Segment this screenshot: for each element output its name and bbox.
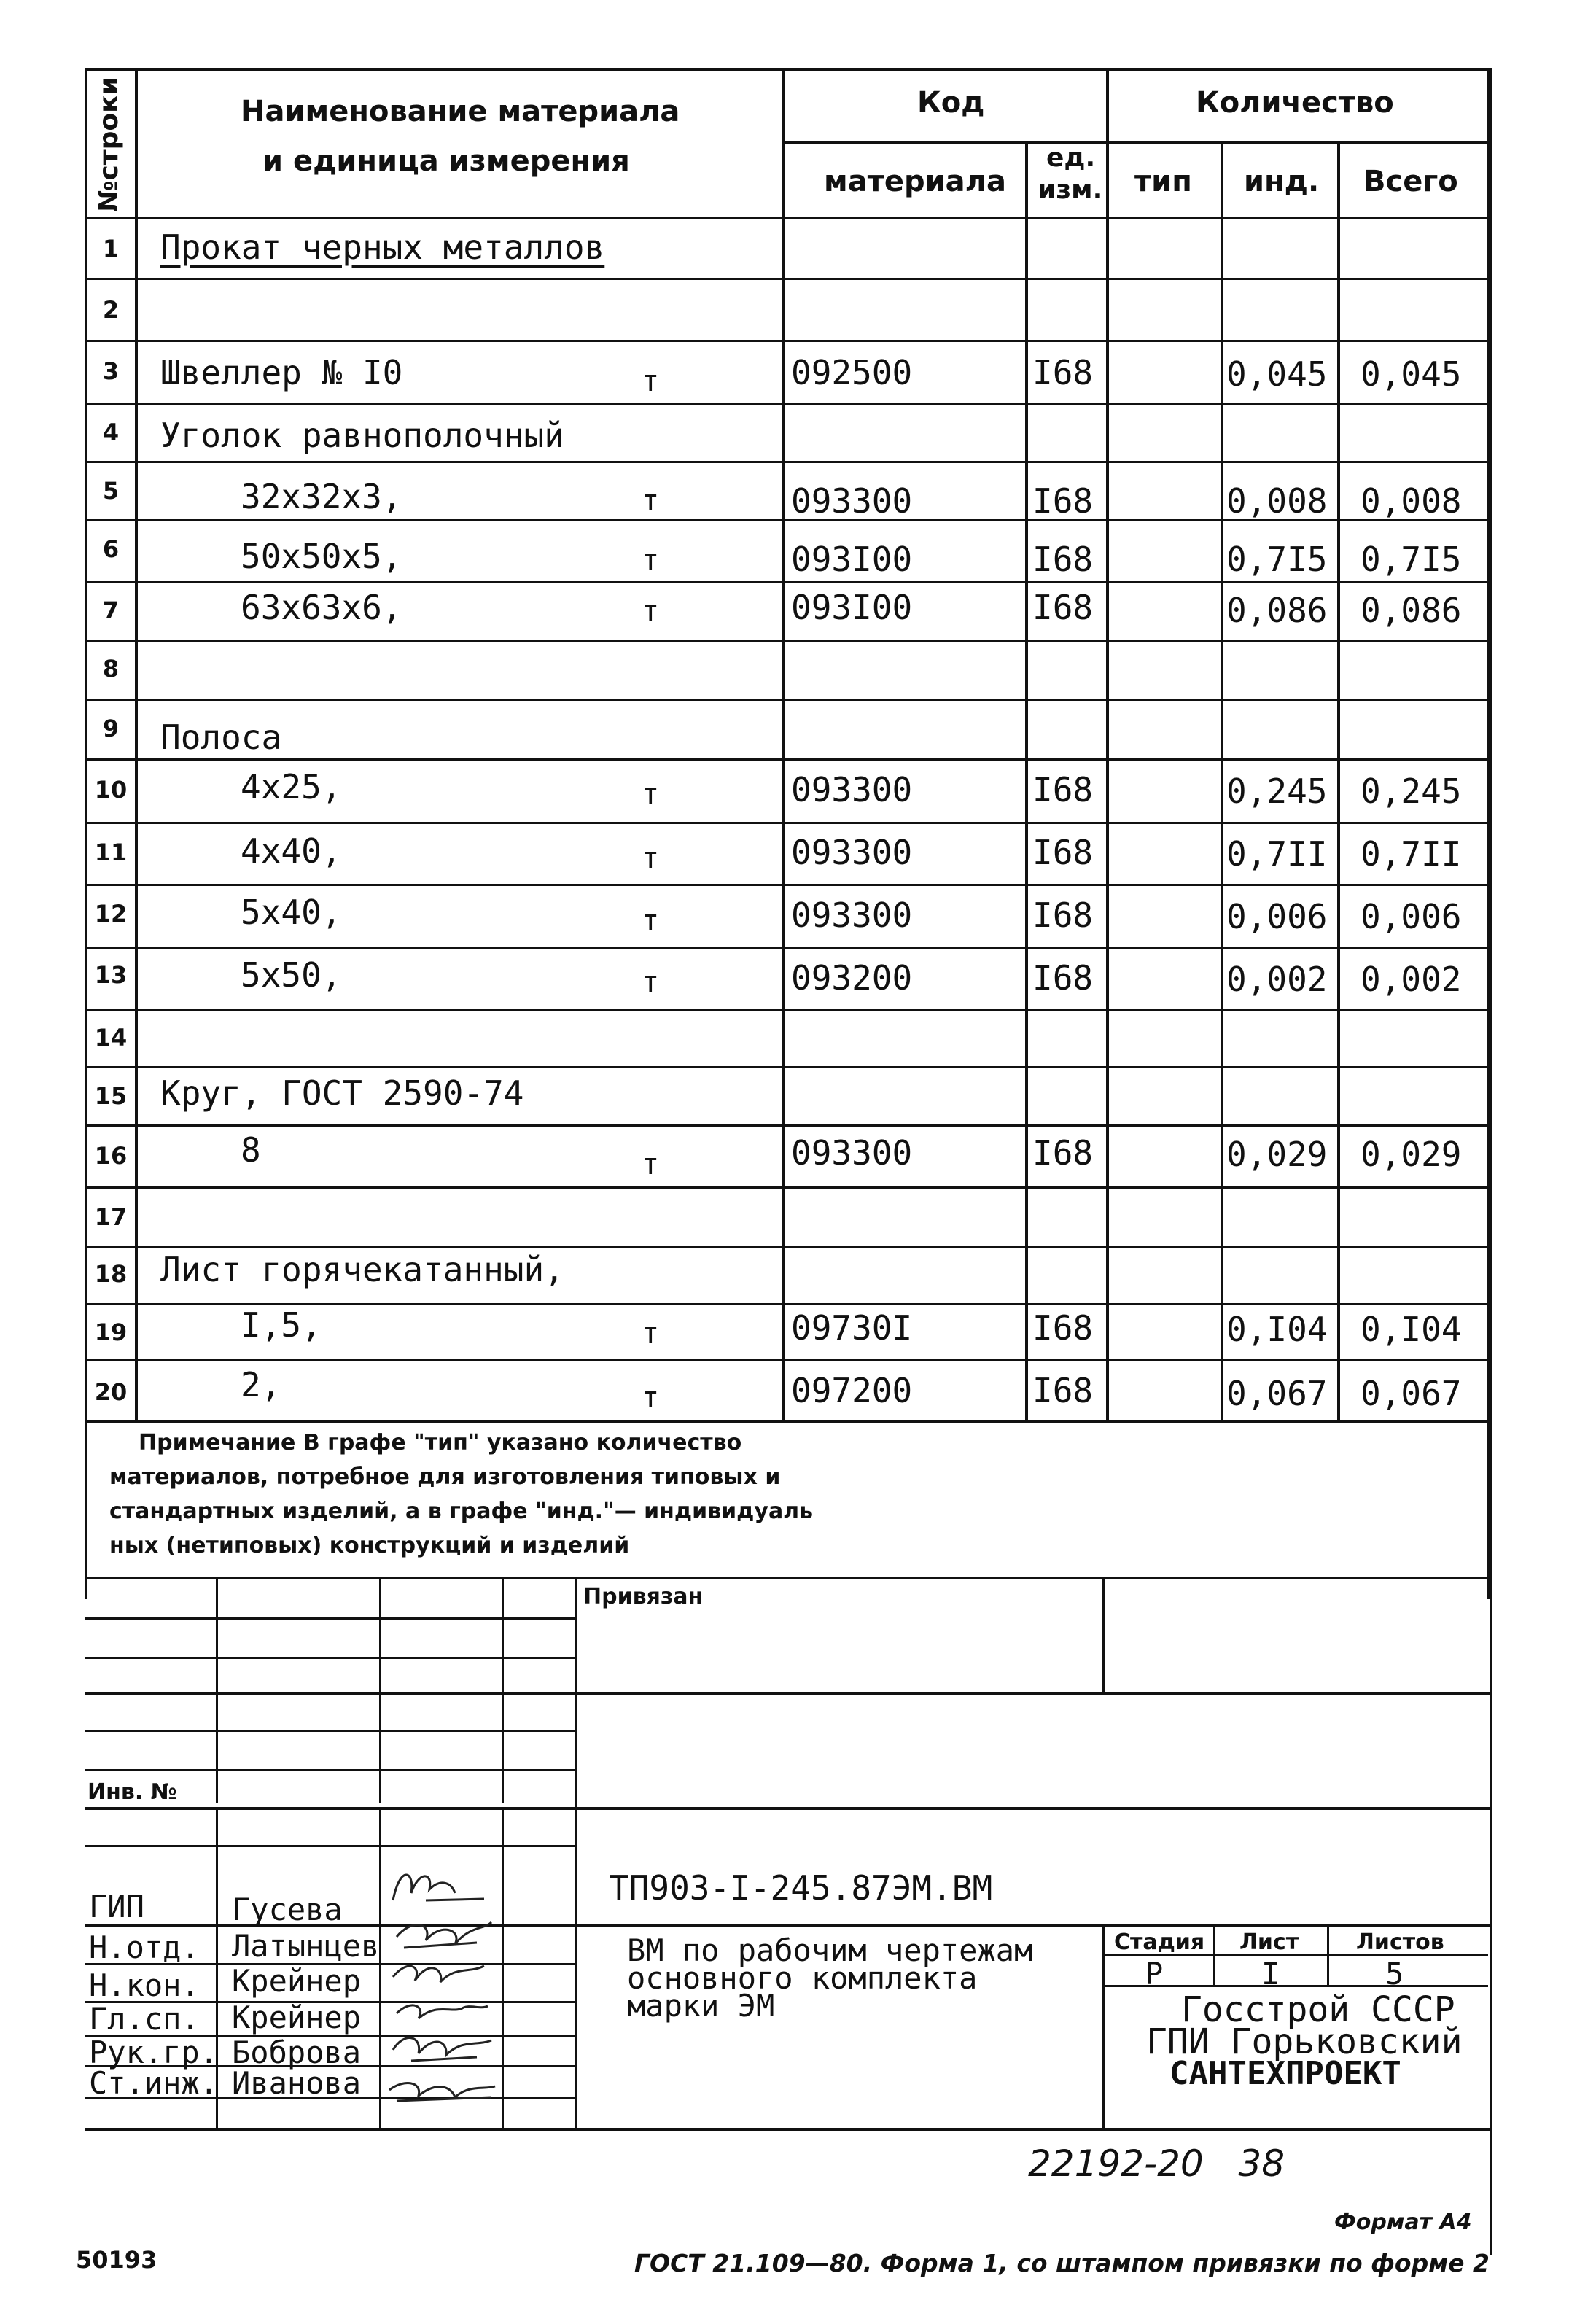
stage-value: Р (1145, 1956, 1164, 1991)
row-total: 0,I04 (1361, 1310, 1462, 1349)
row-line (85, 947, 1488, 949)
row-ed: I68 (1032, 1371, 1094, 1410)
row-number: 8 (102, 655, 120, 683)
header-name-line1: Наименование материала (241, 95, 680, 128)
stamp-vline (379, 1577, 381, 1803)
note-line: стандартных изделий, а в графе "инд."— индивидуаль (109, 1499, 814, 1524)
row-code: 097200 (791, 1371, 913, 1410)
row-ed: I68 (1032, 895, 1094, 935)
page-right-edge-line (1490, 68, 1492, 2255)
row-name: 2, (241, 1365, 281, 1404)
signer-role: Ст.инж. (89, 2065, 219, 2101)
header-ind: инд. (1244, 165, 1320, 198)
row-unit: т (642, 777, 660, 811)
row-ind: 0,7II (1226, 834, 1328, 874)
stamp-vline (1102, 1577, 1105, 1692)
row-code: 093200 (791, 958, 913, 998)
row-name: Полоса (160, 718, 282, 757)
row-unit: т (642, 965, 660, 999)
note-line: материалов, потребное для изготовления типовых и (109, 1464, 781, 1490)
row-name: Уголок равнополочный (160, 416, 564, 455)
row-unit: т (642, 842, 660, 875)
row-total: 0,002 (1361, 960, 1462, 999)
row-number: 13 (94, 961, 128, 989)
row-number: 20 (94, 1378, 128, 1406)
row-line (85, 581, 1488, 583)
row-ind: 0,002 (1226, 960, 1328, 999)
row-number: 5 (102, 477, 120, 505)
row-ind: 0,086 (1226, 591, 1328, 630)
row-code: 09730I (791, 1308, 913, 1348)
page-format: Формат А4 (1334, 2210, 1472, 2235)
row-line (85, 1066, 1488, 1068)
header-sub-line (783, 141, 1488, 144)
header-quantity: Количество (1196, 86, 1394, 120)
row-name: 5x50, (241, 955, 342, 995)
stamp-vline (1213, 1924, 1215, 1986)
row-ind: 0,029 (1226, 1135, 1328, 1174)
row-number: 16 (94, 1142, 128, 1170)
row-total: 0,045 (1361, 354, 1462, 394)
signer-name: Боброва (232, 2035, 362, 2070)
note-block (109, 1426, 911, 1563)
row-number: 11 (94, 839, 128, 866)
header-unit-line2: изм. (1038, 175, 1103, 205)
col-divider-tip (1221, 141, 1223, 1421)
row-name: Швеллер № I0 (160, 353, 403, 392)
organization-line3: САНТЕХПРОЕКТ (1169, 2055, 1401, 2092)
table-top-border (85, 68, 1490, 71)
signer-name: Гусева (232, 1892, 343, 1927)
row-name: 4x40, (241, 831, 342, 871)
row-total: 0,7II (1361, 834, 1462, 874)
row-line (85, 758, 1488, 761)
signer-role: ГИП (89, 1889, 144, 1924)
row-line (85, 640, 1488, 642)
row-line (85, 699, 1488, 701)
row-ed: I68 (1032, 481, 1094, 521)
signer-name: Крейнер (232, 2000, 362, 2035)
sheets-label: Листов (1356, 1930, 1444, 1955)
header-code: Код (917, 86, 985, 120)
document-title-line3: марки ЭМ (627, 1988, 775, 2024)
row-name: 63x63x6, (241, 588, 402, 627)
row-name: Лист горячекатанный, (160, 1250, 564, 1289)
stamp-vline (502, 1577, 504, 1803)
organization-line2: ГПИ Горьковский (1146, 2021, 1463, 2062)
row-unit: т (642, 484, 660, 518)
stamp-line (85, 1692, 1490, 1695)
row-ed: I68 (1032, 540, 1094, 579)
row-total: 0,029 (1361, 1135, 1462, 1174)
stamp-vline (379, 1807, 381, 2128)
row-ind: 0,067 (1226, 1374, 1328, 1413)
row-number: 9 (102, 715, 120, 742)
header-bottom-line (85, 217, 1488, 219)
header-name-line2: и единица измерения (262, 144, 630, 178)
row-ed: I68 (1032, 1133, 1094, 1173)
row-line (85, 340, 1488, 342)
row-name: 50x50x5, (241, 537, 402, 576)
sheets-value: 5 (1385, 1956, 1404, 1991)
row-ed: I68 (1032, 958, 1094, 998)
row-number: 7 (102, 597, 120, 624)
row-number: 1 (102, 235, 120, 263)
row-unit: т (642, 544, 660, 578)
organization-line1: Госстрой СССР (1181, 1989, 1455, 2030)
row-name: 32x32x3, (241, 477, 402, 516)
row-code: 092500 (791, 353, 913, 392)
row-number: 12 (94, 900, 128, 928)
document-code: ТП903-I-245.87ЭМ.ВМ (609, 1868, 993, 1908)
row-number: 3 (102, 357, 120, 385)
row-ed: I68 (1032, 1308, 1094, 1348)
row-code: 093300 (791, 481, 913, 521)
row-code: 093300 (791, 833, 913, 872)
stamp-vline (216, 1577, 218, 1803)
row-code: 093I00 (791, 588, 913, 627)
row-unit: т (642, 904, 660, 938)
stamp-bottom (85, 2128, 1490, 2131)
signer-name: Крейнер (232, 1963, 362, 1999)
header-tip: тип (1134, 165, 1192, 198)
row-number: 19 (94, 1318, 128, 1346)
stamp-vline (575, 1577, 577, 2128)
row-ind: 0,008 (1226, 481, 1328, 521)
sheet-value: I (1261, 1956, 1280, 1991)
stamp-vline (1327, 1924, 1329, 1986)
col-divider-code (1025, 141, 1028, 1421)
row-ind: 0,045 (1226, 354, 1328, 394)
col-divider-rowno (135, 68, 138, 1421)
row-code: 093300 (791, 895, 913, 935)
header-total: Всего (1363, 165, 1458, 198)
row-ed: I68 (1032, 588, 1094, 627)
row-unit: т (642, 1381, 660, 1415)
row-ed: I68 (1032, 833, 1094, 872)
row-number: 18 (94, 1260, 128, 1288)
row-line (85, 403, 1488, 405)
row-line (85, 822, 1488, 824)
row-name: 4x25, (241, 767, 342, 807)
signer-role: Н.отд. (89, 1930, 200, 1965)
row-line (85, 1186, 1488, 1189)
inventory-number-label: Инв. № (87, 1779, 177, 1805)
row-line (85, 461, 1488, 463)
row-name: 8 (241, 1130, 261, 1170)
row-ind: 0,006 (1226, 897, 1328, 936)
header-row-no: №строки (94, 77, 124, 212)
row-total: 0,067 (1361, 1374, 1462, 1413)
signer-role: Н.кон. (89, 1967, 200, 2003)
row-number: 15 (94, 1082, 128, 1110)
document-number: 50193 (76, 2246, 157, 2274)
row-name: Круг, ГОСТ 2590-74 (160, 1073, 524, 1113)
privyazan-label: Привязан (583, 1584, 704, 1609)
row-unit: т (642, 595, 660, 629)
col-divider-name (782, 68, 785, 1421)
row-number: 14 (94, 1024, 128, 1052)
row-ind: 0,I04 (1226, 1310, 1328, 1349)
row-total: 0,008 (1361, 481, 1462, 521)
row-line (85, 1246, 1488, 1248)
row-total: 0,7I5 (1361, 540, 1462, 579)
row-total: 0,006 (1361, 897, 1462, 936)
row-number: 6 (102, 535, 120, 563)
row-line-last (85, 1420, 1488, 1423)
signer-name: Латынцев (232, 1928, 380, 1964)
row-code: 093300 (791, 770, 913, 809)
row-line (85, 884, 1488, 886)
note-line: ных (нетиповых) конструкций и изделий (109, 1533, 630, 1558)
row-number: 4 (102, 419, 120, 446)
note-line: Примечание В графе "тип" указано количество (139, 1430, 742, 1456)
signer-name: Иванова (232, 2065, 362, 2101)
gost-reference: ГОСТ 21.109—80. Форма 1, со штампом привязки по форме 2 (634, 2249, 1490, 2277)
row-number: 17 (94, 1203, 128, 1231)
stamp-line (85, 1807, 1490, 1810)
row-ind: 0,7I5 (1226, 540, 1328, 579)
row-unit: т (642, 1317, 660, 1351)
row-name: I,5, (241, 1305, 322, 1345)
row-ed: I68 (1032, 770, 1094, 809)
row-code: 093I00 (791, 540, 913, 579)
row-name: 5x40, (241, 893, 342, 932)
col-divider-unit (1106, 68, 1109, 1421)
signature-image (382, 1849, 506, 2126)
row-ed: I68 (1032, 353, 1094, 392)
row-number: 10 (94, 776, 128, 804)
stamp-top (85, 1577, 1490, 1579)
signer-role: Гл.сп. (89, 2001, 200, 2037)
row-number: 2 (102, 296, 120, 324)
header-unit-line1: ед. (1046, 143, 1096, 173)
row-name: Прокат черных металлов (160, 228, 605, 267)
document-title-line1: ВМ по рабочим чертежам (627, 1932, 1033, 1968)
stage-label: Стадия (1114, 1930, 1205, 1955)
row-total: 0,086 (1361, 591, 1462, 630)
row-total: 0,245 (1361, 772, 1462, 811)
row-line (85, 1359, 1488, 1361)
row-line (85, 1124, 1488, 1127)
header-material: материала (824, 165, 1006, 198)
stamp-vline (1102, 1924, 1105, 2128)
sheet-label: Лист (1239, 1930, 1299, 1955)
col-divider-ind (1337, 141, 1340, 1421)
row-code: 093300 (791, 1133, 913, 1173)
row-unit: т (642, 365, 660, 398)
row-ind: 0,245 (1226, 772, 1328, 811)
archive-handwritten-number: 22192-20 38 (1028, 2142, 1285, 2185)
row-unit: т (642, 1148, 660, 1181)
row-line (85, 1009, 1488, 1011)
row-line (85, 278, 1488, 280)
document-title-line2: основного комплекта (627, 1960, 978, 1996)
signer-role: Рук.гр. (89, 2035, 219, 2070)
